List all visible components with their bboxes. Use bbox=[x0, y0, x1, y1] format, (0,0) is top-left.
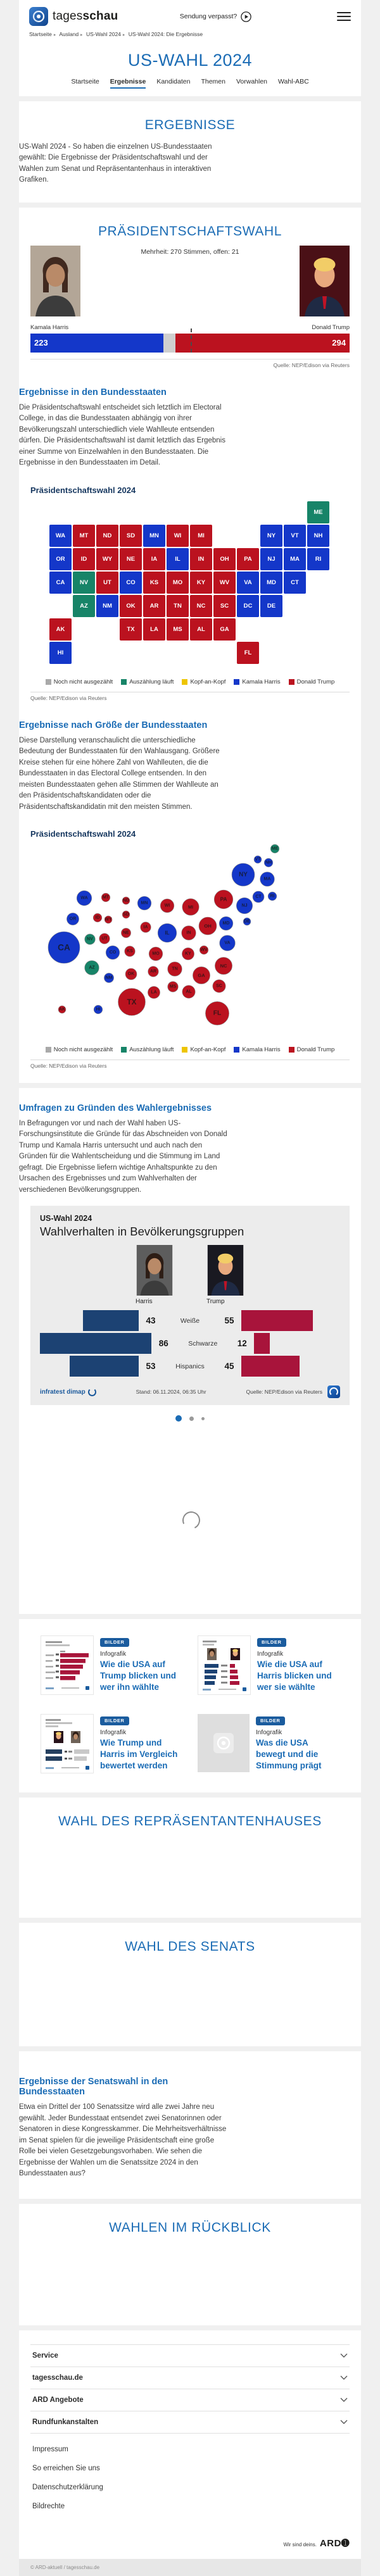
state-bubble-label-OH: OH bbox=[204, 923, 212, 929]
category-label: Schwarze bbox=[188, 1339, 218, 1347]
teaser-thumb-comparison-chart bbox=[198, 1635, 251, 1695]
legend-label: Auszählung läuft bbox=[129, 678, 174, 685]
state-tile-GA[interactable]: GA bbox=[213, 618, 236, 641]
state-tile-NE[interactable]: NE bbox=[120, 548, 142, 570]
breadcrumb-current: US-Wahl 2024: Die Ergebnisse bbox=[128, 31, 203, 37]
tab-vorwahlen[interactable]: Vorwahlen bbox=[236, 78, 268, 85]
state-bubble-label-NH: NH bbox=[265, 860, 272, 865]
legend-label: Noch nicht ausgezählt bbox=[53, 678, 113, 685]
state-tile-PA[interactable]: PA bbox=[237, 548, 259, 570]
state-tile-SD[interactable]: SD bbox=[120, 525, 142, 547]
legend-item bbox=[289, 678, 335, 685]
state-bubble-label-MO: MO bbox=[152, 951, 160, 956]
state-bubble-label-TN: TN bbox=[172, 966, 178, 972]
repraesentantenhaus-heading: WAHL DES REPRÄSENTANTENHAUSES bbox=[58, 1814, 322, 1829]
state-bubble-label-CO: CO bbox=[109, 950, 117, 955]
bubble-legend bbox=[19, 1046, 361, 1053]
state-bubble-label-CA: CA bbox=[58, 942, 70, 953]
accordion-label: Rundfunkanstalten bbox=[32, 2418, 99, 2426]
state-bubble-label-MN: MN bbox=[141, 901, 148, 906]
map-chart-label: Präsidentschaftswahl 2024 bbox=[30, 485, 136, 495]
chevron-down-icon bbox=[340, 2398, 348, 2402]
footer-link-bildrechte[interactable]: Bildrechte bbox=[32, 2502, 65, 2510]
state-bubble-label-NM: NM bbox=[105, 975, 113, 980]
footer-link-kontakt[interactable]: So erreichen Sie uns bbox=[32, 2464, 100, 2472]
state-bubble-label-SD: SD bbox=[123, 912, 129, 917]
candidate-right-name: Donald Trump bbox=[312, 323, 350, 331]
quelle-label: Quelle: NEP/Edison via Reuters bbox=[246, 1389, 322, 1396]
carousel-dot-3[interactable] bbox=[201, 1417, 205, 1420]
footer-links bbox=[30, 2440, 350, 2516]
infratest-dimap-logo: infratest dimap bbox=[40, 1388, 96, 1396]
sendung-verpasst-label: Sendung verpasst? bbox=[179, 13, 238, 20]
section-rueckblick bbox=[19, 2204, 361, 2325]
harris-thumb-photo bbox=[136, 1245, 174, 1296]
legend-swatch bbox=[46, 679, 51, 685]
legend-swatch bbox=[46, 1047, 51, 1053]
footer-accordion-rundfunkanstalten[interactable] bbox=[30, 2411, 350, 2434]
legend-swatch bbox=[234, 679, 239, 685]
teaser-thumb-rating-chart bbox=[41, 1714, 94, 1773]
state-tile-AR[interactable]: AR bbox=[143, 595, 165, 617]
teaser-harris-profil[interactable] bbox=[198, 1635, 339, 1695]
legend-label: Auszählung läuft bbox=[129, 1046, 174, 1053]
legend-item bbox=[121, 678, 174, 685]
state-tile-TN[interactable]: TN bbox=[167, 595, 189, 617]
state-bubble-label-FL: FL bbox=[213, 1010, 222, 1017]
state-bubble-label-NJ: NJ bbox=[241, 903, 248, 908]
teaser-meta bbox=[100, 1714, 182, 1773]
chevron-down-icon bbox=[340, 2353, 348, 2358]
state-tile-MT[interactable]: MT bbox=[73, 525, 95, 547]
tab-kandidaten[interactable]: Kandidaten bbox=[156, 78, 191, 85]
state-tile-MA[interactable]: MA bbox=[284, 548, 306, 570]
legend-label: Donald Trump bbox=[296, 678, 335, 685]
state-tile-UT[interactable]: UT bbox=[96, 572, 118, 594]
trump-bar bbox=[254, 1333, 270, 1354]
tagesschau-app-icon-small bbox=[327, 1385, 340, 1398]
state-bubble-label-ME: ME bbox=[271, 846, 279, 851]
legend-label: Kopf-an-Kopf bbox=[190, 1046, 226, 1053]
state-tile-AK[interactable]: AK bbox=[49, 618, 72, 641]
groesse-subheading: Ergebnisse nach Größe der Bundesstaaten bbox=[19, 720, 208, 730]
tab-themen[interactable]: Themen bbox=[201, 78, 225, 85]
breadcrumb-ausland[interactable]: Ausland bbox=[59, 31, 79, 37]
harris-value: 43 bbox=[146, 1316, 156, 1326]
state-bubble-label-MA: MA bbox=[263, 877, 271, 882]
state-bubble-label-AZ: AZ bbox=[89, 965, 95, 970]
footer-link-datenschutz[interactable]: Datenschutzerklärung bbox=[32, 2483, 103, 2491]
carousel-dot-2[interactable] bbox=[189, 1416, 194, 1421]
demographics-chart bbox=[40, 1310, 340, 1377]
state-bubble-label-VA: VA bbox=[224, 941, 231, 946]
tab-wahl-abc[interactable]: Wahl-ABC bbox=[278, 78, 309, 85]
candidate-hero bbox=[30, 246, 350, 323]
infografik-footer bbox=[40, 1385, 340, 1398]
teaser-kicker: Infografik bbox=[100, 1729, 127, 1737]
majority-note: Mehrheit: 270 Stimmen, offen: 21 bbox=[141, 247, 239, 256]
state-tile-CA[interactable]: CA bbox=[49, 572, 72, 594]
section-senat bbox=[19, 1923, 361, 2046]
chevron-down-icon bbox=[340, 2420, 348, 2424]
legend-item bbox=[121, 1046, 174, 1053]
state-tile-KY[interactable]: KY bbox=[190, 572, 212, 594]
breadcrumb-us-wahl[interactable]: US-Wahl 2024 bbox=[86, 31, 121, 37]
state-tile-IA[interactable]: IA bbox=[143, 548, 165, 570]
legend-label: Donald Trump bbox=[296, 1046, 335, 1053]
state-bubble-label-OK: OK bbox=[127, 972, 135, 977]
state-bubble-label-IL: IL bbox=[165, 930, 170, 936]
state-tile-NJ[interactable]: NJ bbox=[260, 548, 282, 570]
accordion-label: tagesschau.de bbox=[32, 2373, 83, 2382]
footer-link-impressum[interactable]: Impressum bbox=[32, 2445, 68, 2453]
harris-bar bbox=[70, 1356, 139, 1377]
candidate-left-name: Kamala Harris bbox=[30, 323, 69, 331]
legend-item bbox=[234, 1046, 280, 1053]
state-tile-VA[interactable]: VA bbox=[237, 572, 259, 594]
state-bubble-label-PA: PA bbox=[220, 896, 227, 903]
state-bubble-label-DE: DE bbox=[244, 919, 250, 924]
state-tile-ID[interactable]: ID bbox=[73, 548, 95, 570]
infografik-box bbox=[30, 1206, 350, 1405]
state-bubble-label-AL: AL bbox=[186, 989, 192, 994]
state-tile-CT[interactable]: CT bbox=[284, 572, 306, 594]
legend-item bbox=[46, 1046, 113, 1053]
play-icon bbox=[241, 11, 251, 22]
state-bubble-label-NE: NE bbox=[123, 930, 129, 935]
teaser-kicker: Infografik bbox=[256, 1729, 282, 1737]
harris-value: 86 bbox=[158, 1339, 168, 1349]
state-tile-MI[interactable]: MI bbox=[190, 525, 212, 547]
state-bubble-label-AK: AK bbox=[58, 1007, 66, 1012]
state-tile-HI[interactable]: HI bbox=[49, 642, 72, 664]
state-bubble-label-ID: ID bbox=[95, 915, 100, 920]
state-tile-LA[interactable]: LA bbox=[143, 618, 165, 641]
legend-swatch bbox=[182, 679, 187, 685]
infografik-kicker: US-Wahl 2024 bbox=[40, 1214, 92, 1223]
loading-area bbox=[19, 1424, 361, 1614]
brand-wordmark: tagesschau bbox=[53, 9, 118, 23]
state-bubble-label-CT: CT bbox=[255, 894, 262, 899]
donald-trump-photo bbox=[300, 246, 350, 316]
legend-swatch bbox=[289, 1047, 294, 1053]
stand-label: Stand: 06.11.2024, 06:35 Uhr bbox=[136, 1389, 206, 1396]
site-footer bbox=[19, 2330, 361, 2576]
state-bubble-label-MT: MT bbox=[102, 895, 110, 900]
section-ergebnisse bbox=[19, 101, 361, 203]
legend-item bbox=[46, 678, 113, 685]
top-bar bbox=[19, 0, 361, 29]
state-tile-OR[interactable]: OR bbox=[49, 548, 72, 570]
kamala-harris-photo bbox=[30, 246, 80, 316]
legend-label: Kamala Harris bbox=[242, 1046, 281, 1053]
state-tile-WV[interactable]: WV bbox=[213, 572, 236, 594]
state-tile-NH[interactable]: NH bbox=[307, 525, 329, 547]
state-tile-TX[interactable]: TX bbox=[120, 618, 142, 641]
electoral-bar bbox=[30, 334, 350, 353]
trump-label: Trump bbox=[206, 1298, 225, 1306]
breadcrumb bbox=[19, 29, 361, 43]
teaser-kicker: Infografik bbox=[100, 1651, 127, 1658]
legend-label: Kopf-an-Kopf bbox=[190, 678, 226, 685]
senat-heading: WAHL DES SENATS bbox=[125, 1939, 255, 1954]
bundesstaaten-text: Die Präsidentschaftswahl entscheidet sich letztlich im Electoral College, in das die Bundesstaaten abhängig von ihrer Bevölkerungszahl unterschiedlich viele Wahlleute entsenden dürfen. Die Präsidentschaftswahl ist damit letztlich das Ergebnis einer Summe von Einzelwahlen in den Bundesstaaten. Die Ergebnisse in den Bundesstaaten im Detail. bbox=[19, 403, 225, 467]
accordion-label: ARD Angebote bbox=[32, 2396, 84, 2404]
teaser-thumb-placeholder bbox=[198, 1714, 250, 1772]
legend-label: Kamala Harris bbox=[242, 678, 281, 685]
sendung-verpasst-link[interactable] bbox=[161, 11, 251, 22]
state-bubble-label-KY: KY bbox=[185, 951, 191, 956]
state-tile-ME[interactable]: ME bbox=[307, 501, 329, 523]
ard-branding[interactable] bbox=[30, 2537, 350, 2549]
state-tile-AZ[interactable]: AZ bbox=[73, 595, 95, 617]
demo-row-Weiße bbox=[40, 1310, 340, 1331]
source-note: Quelle: NEP/Edison via Reuters bbox=[30, 1062, 107, 1069]
harris-label: Harris bbox=[136, 1298, 153, 1306]
teaser-meta bbox=[256, 1714, 339, 1773]
legend-item bbox=[289, 1046, 335, 1053]
state-bubble-label-VT: VT bbox=[255, 857, 261, 862]
bubble-chart-label: Präsidentschaftswahl 2024 bbox=[30, 828, 136, 839]
state-bubble-label-HI: HI bbox=[96, 1007, 101, 1012]
state-bubble-label-NV: NV bbox=[87, 937, 93, 942]
trump-value: 45 bbox=[224, 1361, 234, 1372]
state-bubble-label-WA: WA bbox=[80, 896, 88, 901]
state-tile-CO[interactable]: CO bbox=[120, 572, 142, 594]
carousel-dots bbox=[19, 1413, 361, 1424]
bilder-badge: BILDER bbox=[257, 1638, 286, 1647]
state-tile-MN[interactable]: MN bbox=[143, 525, 165, 547]
state-bubble-label-WV: WV bbox=[200, 947, 208, 953]
state-bubble-label-WI: WI bbox=[164, 903, 170, 908]
teaser-trump-profil[interactable] bbox=[41, 1635, 182, 1695]
state-bubble-label-NC: NC bbox=[220, 963, 227, 969]
teaser-thumb-trump-chart bbox=[41, 1635, 94, 1695]
accordion-label: Service bbox=[32, 2351, 58, 2360]
footer-accordion-tagesschau[interactable] bbox=[30, 2367, 350, 2389]
legend-swatch bbox=[182, 1047, 187, 1053]
bubble-map-wrap bbox=[19, 842, 361, 1039]
site-header bbox=[19, 0, 361, 96]
state-tile-NV[interactable]: NV bbox=[73, 572, 95, 594]
legend-swatch bbox=[121, 679, 127, 685]
source-note: Quelle: NEP/Edison via Reuters bbox=[273, 361, 350, 368]
state-bubble-label-GA: GA bbox=[198, 972, 205, 979]
state-tile-WY[interactable]: WY bbox=[96, 548, 118, 570]
copyright-note: © ARD-aktuell / tagesschau.de bbox=[19, 2559, 361, 2576]
bilder-badge: BILDER bbox=[100, 1716, 129, 1725]
state-tile-NM[interactable]: NM bbox=[96, 595, 118, 617]
rueckblick-heading: WAHLEN IM RÜCKBLICK bbox=[109, 2220, 271, 2235]
breadcrumb-separator: ▸ bbox=[80, 33, 83, 37]
tagesschau-logo[interactable] bbox=[29, 7, 118, 26]
infografik-photos bbox=[40, 1245, 340, 1296]
state-tile-NC[interactable]: NC bbox=[190, 595, 212, 617]
umfragen-text: In Befragungen vor und nach der Wahl haben US-Forschungsinstitute die Gründe für das Abschneiden von Donald Trump und Kamala Harris untersucht und auch nach den Gründen für die Wahlentscheidung und die Stimmung im Land gefragt. Die Ergebnisse liefern wichtige Anhaltspunkte zu den Ursachen des Ergebnisses und zum Wahlverhalten der verschiedenen Bevölkerungsgruppen. bbox=[19, 1119, 227, 1194]
state-bubble-label-NY: NY bbox=[239, 871, 248, 878]
teaser-title[interactable]: Wie die USA auf Harris blicken und wer sie wählte bbox=[257, 1660, 332, 1692]
umfragen-heading: Umfragen zu Gründen des Wahlergebnisses bbox=[19, 1103, 212, 1113]
category-label: Hispanics bbox=[175, 1362, 205, 1370]
state-tile-OH[interactable]: OH bbox=[213, 548, 236, 570]
praesidentschaftswahl-heading: PRÄSIDENTSCHAFTSWAHL bbox=[98, 223, 282, 239]
state-tile-MO[interactable]: MO bbox=[167, 572, 189, 594]
ard-claim: Wir sind deins. bbox=[283, 2541, 317, 2548]
state-tile-ND[interactable]: ND bbox=[96, 525, 118, 547]
carousel-dot-1[interactable] bbox=[175, 1415, 182, 1422]
state-tile-IN[interactable]: IN bbox=[190, 548, 212, 570]
trump-value: 12 bbox=[237, 1339, 247, 1349]
ergebnisse-intro: US-Wahl 2024 - So haben die einzelnen US-Bundesstaaten gewählt: Die Ergebnisse der Präsidentschaftswahl und der Wahlen zum Senat und Repräsentantenhaus in interaktiven Grafiken. bbox=[19, 143, 212, 184]
demo-row-Schwarze bbox=[40, 1333, 340, 1354]
demo-row-Hispanics bbox=[40, 1356, 340, 1377]
electoral-bar-open bbox=[163, 334, 175, 353]
legend-label: Noch nicht ausgezählt bbox=[53, 1046, 113, 1053]
state-bubble-label-IA: IA bbox=[143, 925, 148, 930]
trump-thumb-photo bbox=[206, 1245, 244, 1296]
state-tile-SC[interactable]: SC bbox=[213, 595, 236, 617]
state-tile-FL[interactable]: FL bbox=[237, 642, 259, 664]
category-label: Weiße bbox=[180, 1316, 200, 1325]
state-tile-WI[interactable]: WI bbox=[167, 525, 189, 547]
trump-value: 55 bbox=[224, 1316, 234, 1326]
state-tile-KS[interactable]: KS bbox=[143, 572, 165, 594]
harris-bar bbox=[83, 1310, 139, 1331]
legend-swatch bbox=[234, 1047, 239, 1053]
bubble-cartogram bbox=[19, 842, 361, 1035]
teaser-title[interactable]: Was die USA bewegt und die Stimmung prägt bbox=[256, 1738, 322, 1770]
section-tabs bbox=[19, 77, 361, 96]
state-tile-MD[interactable]: MD bbox=[260, 572, 282, 594]
trump-bar bbox=[241, 1310, 313, 1331]
state-tile-IL[interactable]: IL bbox=[167, 548, 189, 570]
legend-item bbox=[182, 678, 225, 685]
teaser-title[interactable]: Wie Trump und Harris im Vergleich bewertet werden bbox=[100, 1738, 178, 1770]
legend-swatch bbox=[289, 679, 294, 685]
state-bubble-label-IN: IN bbox=[186, 930, 191, 935]
teaser-vergleich[interactable] bbox=[41, 1714, 182, 1773]
section-repraesentantenhaus bbox=[19, 1798, 361, 1918]
state-bubble-label-MI: MI bbox=[188, 904, 193, 910]
teaser-meta bbox=[257, 1635, 339, 1695]
groesse-text: Diese Darstellung veranschaulicht die unterschiedliche Bedeutung der Bundesstaaten für den Wahlausgang. Größere Kreise stehen für eine höhere Zahl von Wahlleuten, die die Bundesstaaten in das Electoral College entsenden. In den meisten Bundesstaaten gehen alle Stimmen der Wahlleute an den Präsidentschaftskandidaten oder die Präsidentschaftskandidatin mit den meisten Stimmen. bbox=[19, 736, 220, 811]
state-bubble-label-MS: MS bbox=[169, 984, 177, 989]
bilder-badge: BILDER bbox=[100, 1638, 129, 1647]
ard-logo: ARD➊ bbox=[319, 2537, 350, 2549]
teaser-meta bbox=[100, 1635, 182, 1695]
legend-swatch bbox=[121, 1047, 127, 1053]
state-bubble-label-MD: MD bbox=[222, 921, 230, 926]
breadcrumb-separator: ▸ bbox=[53, 33, 56, 37]
section-infografik-teasers bbox=[19, 1619, 361, 1792]
majority-threshold-line bbox=[191, 328, 192, 353]
state-tile-AL[interactable]: AL bbox=[190, 618, 212, 641]
electoral-bar-harris: 223 bbox=[30, 334, 163, 353]
senatswahl-text: Etwa ein Drittel der 100 Senatssitze wird alle zwei Jahre neu gewählt. Jeder Bundesstaat entsendet zwei Senatorinnen oder Senatoren in diese Kongresskammer. Die Mehrheitsverhältnisse im Senat spielen für die jeweilige Präsidentschaft eine große Rolle bei vielen Gesetzgebungsvorhaben. Wie sehen die Ergebnisse der Wahlen um die Senatssitze 2024 in den Bundesstaaten aus? bbox=[19, 2103, 227, 2178]
state-tile-RI[interactable]: RI bbox=[307, 548, 329, 570]
state-bubble-label-SC: SC bbox=[216, 984, 222, 989]
state-tile-DC[interactable]: DC bbox=[237, 595, 259, 617]
menu-icon[interactable] bbox=[337, 12, 351, 21]
footer-accordion-ard-angebote[interactable] bbox=[30, 2389, 350, 2411]
state-tile-VT[interactable]: VT bbox=[284, 525, 306, 547]
tab-startseite[interactable]: Startseite bbox=[71, 78, 99, 85]
state-bubble-label-LA: LA bbox=[151, 990, 157, 995]
teaser-grid bbox=[19, 1619, 361, 1792]
bilder-badge: BILDER bbox=[256, 1716, 285, 1725]
bundesstaaten-subheading: Ergebnisse in den Bundesstaaten bbox=[19, 387, 167, 397]
state-bubble-label-AR: AR bbox=[149, 969, 157, 974]
trump-bar bbox=[241, 1356, 300, 1377]
harris-bar bbox=[40, 1333, 151, 1354]
state-tile-WA[interactable]: WA bbox=[49, 525, 72, 547]
section-praesidentschaftswahl bbox=[19, 208, 361, 1083]
loading-spinner-icon bbox=[180, 1509, 203, 1532]
state-tile-DE[interactable]: DE bbox=[260, 595, 282, 617]
section-senatswahl bbox=[19, 2051, 361, 2198]
source-note: Quelle: NEP/Edison via Reuters bbox=[30, 694, 107, 701]
state-tile-NY[interactable]: NY bbox=[260, 525, 282, 547]
teaser-title[interactable]: Wie die USA auf Trump blicken und wer ihn wählte bbox=[100, 1660, 177, 1692]
state-bubble-label-WY: WY bbox=[104, 917, 112, 922]
tagesschau-app-icon bbox=[29, 7, 48, 26]
state-bubble-label-OR: OR bbox=[69, 916, 77, 922]
breadcrumb-separator: ▸ bbox=[122, 33, 125, 37]
divider bbox=[30, 359, 350, 360]
page-title: US-WAHL 2024 bbox=[127, 51, 253, 70]
teaser-kicker: Infografik bbox=[257, 1651, 284, 1658]
ergebnisse-heading: ERGEBNISSE bbox=[144, 118, 236, 132]
state-bubble-label-TX: TX bbox=[127, 997, 137, 1006]
state-bubble-label-ND: ND bbox=[122, 898, 130, 903]
tab-ergebnisse[interactable]: Ergebnisse bbox=[110, 78, 146, 89]
harris-value: 53 bbox=[146, 1361, 156, 1372]
legend-item bbox=[234, 678, 280, 685]
senatswahl-heading: Ergebnisse der Senatswahl in den Bundesstaaten bbox=[19, 2077, 168, 2098]
infografik-candidate-names bbox=[40, 1298, 340, 1305]
footer-accordion-service[interactable] bbox=[30, 2344, 350, 2367]
chevron-down-icon bbox=[340, 2375, 348, 2380]
teaser-stimmung[interactable] bbox=[198, 1714, 339, 1773]
us-states-map bbox=[30, 501, 350, 671]
map-legend bbox=[19, 678, 361, 685]
section-umfragen bbox=[19, 1088, 361, 1614]
infografik-title: Wahlverhalten in Bevölkerungsgruppen bbox=[40, 1225, 244, 1239]
state-bubble-label-KS: KS bbox=[127, 949, 133, 954]
state-tile-OK[interactable]: OK bbox=[120, 595, 142, 617]
state-tile-MS[interactable]: MS bbox=[167, 618, 189, 641]
state-bubble-label-UT: UT bbox=[101, 936, 108, 941]
electoral-bar-trump: 294 bbox=[175, 334, 350, 353]
legend-item bbox=[182, 1046, 225, 1053]
state-bubble-label-RI: RI bbox=[270, 894, 275, 899]
breadcrumb-startseite[interactable]: Startseite bbox=[29, 31, 52, 37]
